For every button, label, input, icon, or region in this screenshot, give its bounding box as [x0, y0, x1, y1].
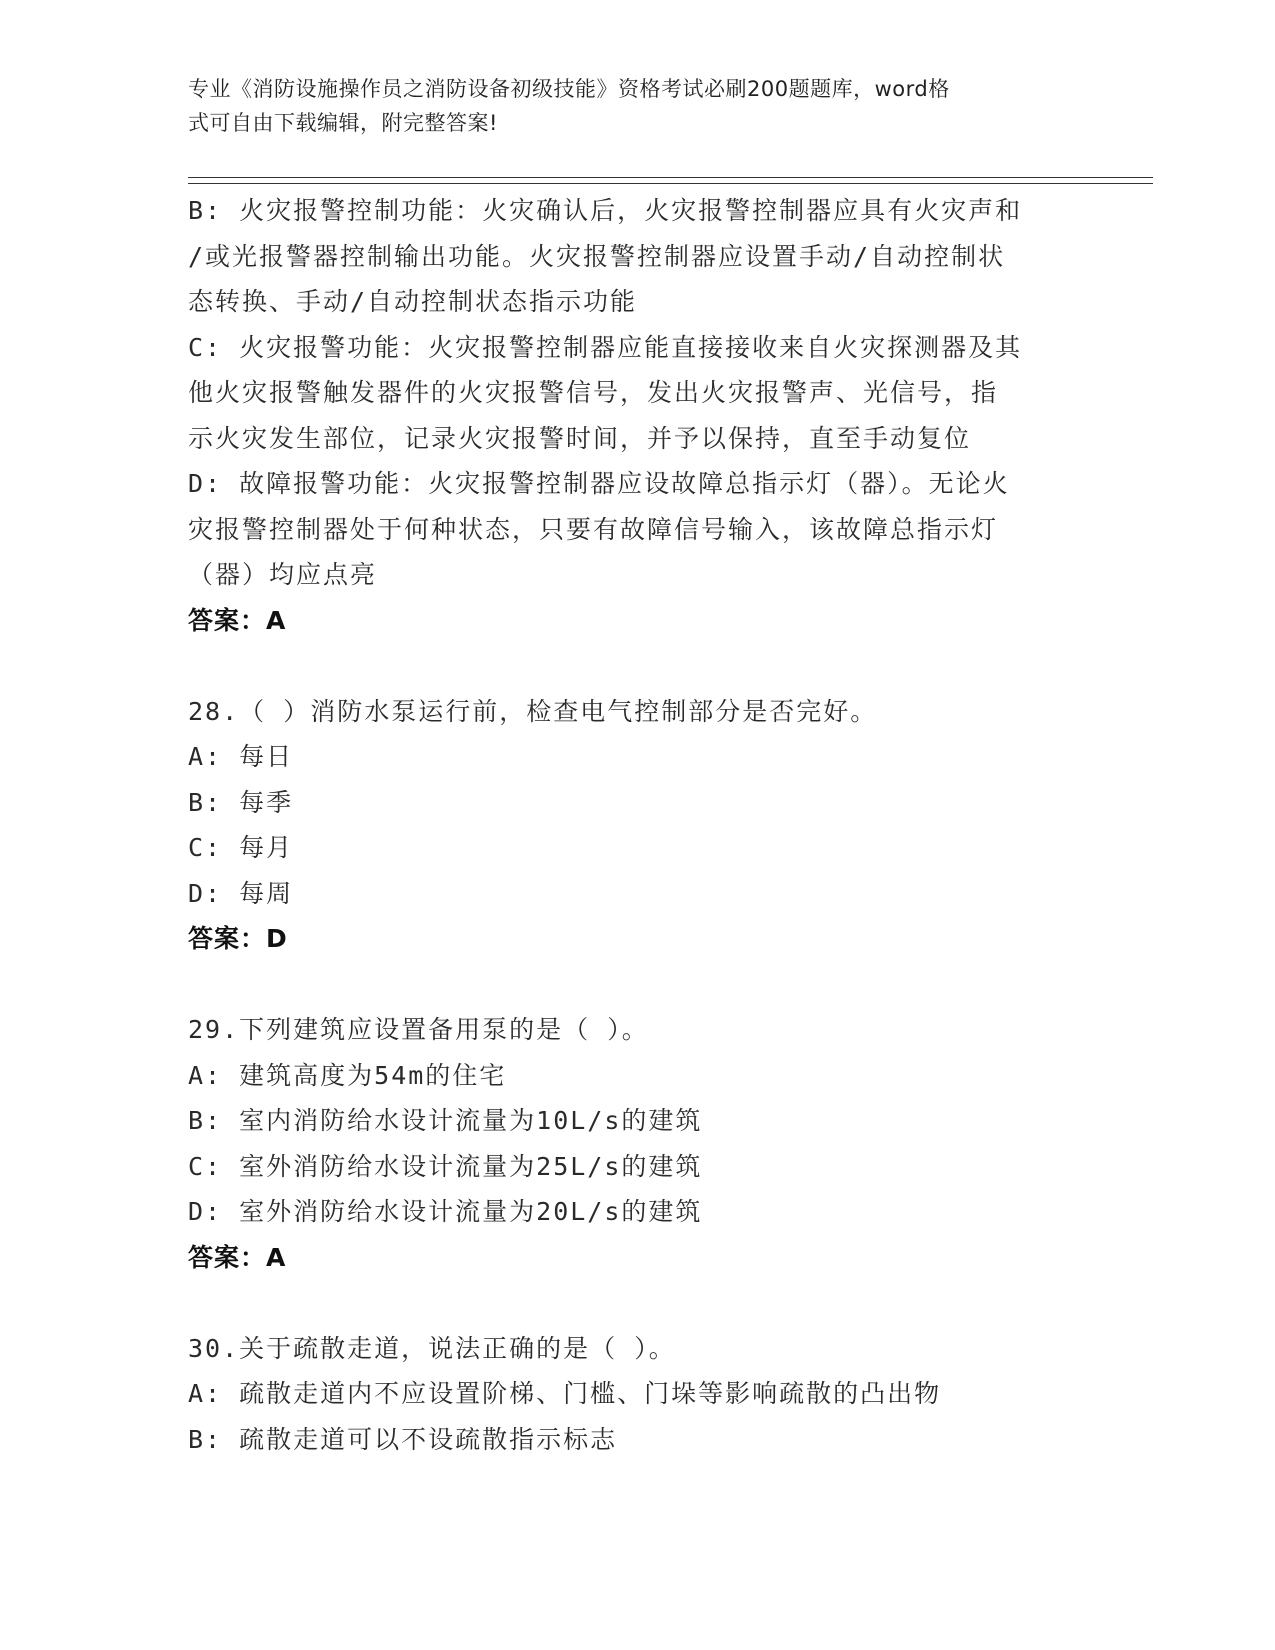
option-b-line-1: B: 火灾报警控制功能：火灾确认后，火灾报警控制器应具有火灾声和 — [188, 196, 1023, 225]
option-c: C: 每月 — [188, 833, 294, 862]
question-text: 28.（ ）消防水泵运行前，检查电气控制部分是否完好。 — [188, 696, 878, 726]
header-line-1: 专业《消防设施操作员之消防设备初级技能》资格考试必刷200题题库，word格 — [188, 77, 950, 101]
header-divider-top — [188, 177, 1153, 178]
option-b: B: 疏散走道可以不设疏散指示标志 — [188, 1424, 618, 1454]
question-29-block — [188, 1007, 1088, 1280]
answer-label: 答案：D — [188, 924, 288, 953]
answer-label: 答案：A — [188, 1242, 287, 1272]
prev-question-block — [188, 188, 1088, 643]
option-d-line-3: （器）均应点亮 — [188, 560, 378, 589]
option-b: B: 每季 — [188, 787, 294, 817]
question-content — [188, 188, 1088, 1462]
option-d: D: 室外消防给水设计流量为20L/s的建筑 — [188, 1197, 703, 1226]
option-c-line-2: 他火灾报警触发器件的火灾报警信号，发出火灾报警声、光信号，指 — [188, 378, 999, 407]
question-text: 30.关于疏散走道，说法正确的是（ ）。 — [188, 1333, 676, 1363]
option-b: B: 室内消防给水设计流量为10L/s的建筑 — [188, 1106, 703, 1135]
option-c-line-1: C: 火灾报警功能：火灾报警控制器应能直接接收来自火灾探测器及其 — [188, 332, 1023, 362]
option-a: A: 疏散走道内不应设置阶梯、门槛、门垛等影响疏散的凸出物 — [188, 1379, 942, 1408]
spacer — [188, 643, 1088, 689]
option-b-line-3: 态转换、手动/自动控制状态指示功能 — [188, 287, 638, 316]
question-text: 29.下列建筑应设置备用泵的是（ ）。 — [188, 1015, 649, 1044]
spacer — [188, 1280, 1088, 1326]
option-c: C: 室外消防给水设计流量为25L/s的建筑 — [188, 1151, 703, 1181]
option-c-line-3: 示火灾发生部位，记录火灾报警时间，并予以保持，直至手动复位 — [188, 423, 972, 453]
option-d-line-2: 灾报警控制器处于何种状态，只要有故障信号输入，该故障总指示灯 — [188, 514, 999, 544]
header-line-2: 式可自由下载编辑，附完整答案! — [188, 111, 498, 135]
question-30-block — [188, 1326, 1088, 1463]
option-d: D: 每周 — [188, 878, 294, 908]
option-a: A: 建筑高度为54m的住宅 — [188, 1060, 507, 1090]
option-b-line-2: /或光报警器控制输出功能。火灾报警控制器应设置手动/自动控制状 — [188, 241, 1006, 271]
question-28-block — [188, 689, 1088, 962]
spacer — [188, 962, 1088, 1008]
header-divider-bottom — [188, 183, 1153, 184]
option-a: A: 每日 — [188, 742, 294, 771]
answer-label: 答案：A — [188, 605, 287, 635]
option-d-line-1: D: 故障报警功能：火灾报警控制器应设故障总指示灯（器）。无论火 — [188, 469, 1010, 498]
document-header — [188, 72, 1078, 140]
